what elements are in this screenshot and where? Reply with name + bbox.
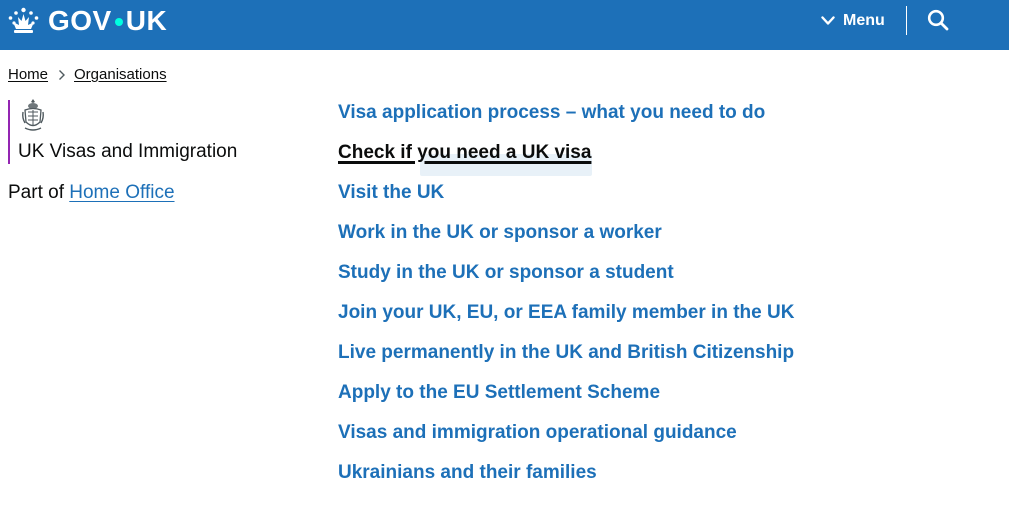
- list-item: [338, 101, 794, 141]
- link-visa-application-process[interactable]: Visa application process – what you need to do: [338, 102, 766, 123]
- header-divider: [906, 6, 907, 35]
- chevron-right-icon: [58, 69, 66, 81]
- list-item: [338, 261, 794, 301]
- breadcrumb-organisations[interactable]: Organisations: [74, 66, 167, 83]
- link-live-permanently[interactable]: Live permanently in the UK and British Citizenship: [338, 342, 795, 363]
- featured-links-list: [338, 101, 794, 501]
- menu-button[interactable]: [821, 9, 885, 33]
- link-ukrainians[interactable]: Ukrainians and their families: [338, 462, 597, 483]
- part-of-prefix: Part of: [8, 182, 64, 203]
- logo-text: [48, 5, 167, 37]
- breadcrumb: [8, 66, 167, 83]
- site-header: [0, 0, 1009, 50]
- list-item: [338, 181, 794, 221]
- link-eu-settlement-scheme[interactable]: Apply to the EU Settlement Scheme: [338, 382, 661, 403]
- list-item: [338, 461, 794, 501]
- chevron-down-icon: [821, 16, 835, 26]
- part-of-text: [8, 182, 175, 204]
- link-operational-guidance[interactable]: Visas and immigration operational guidance: [338, 422, 737, 443]
- link-work-in-the-uk[interactable]: Work in the UK or sponsor a worker: [338, 222, 662, 243]
- logo-text-uk: UK: [125, 5, 168, 36]
- list-item: [338, 341, 794, 381]
- link-check-if-you-need-a-visa[interactable]: Check if you need a UK visa: [338, 142, 592, 163]
- link-join-family-member[interactable]: Join your UK, EU, or EEA family member in the UK: [338, 302, 795, 323]
- breadcrumb-home[interactable]: Home: [8, 66, 49, 83]
- list-item: [338, 421, 794, 461]
- royal-coat-of-arms-icon: [21, 98, 45, 132]
- link-study-in-the-uk[interactable]: Study in the UK or sponsor a student: [338, 262, 674, 283]
- list-item: [338, 221, 794, 261]
- search-icon[interactable]: [927, 9, 949, 31]
- logo-dot: [115, 18, 123, 26]
- govuk-logo-link[interactable]: [7, 5, 167, 37]
- list-item: [338, 381, 794, 421]
- list-item: [338, 141, 794, 181]
- crown-icon: [7, 7, 40, 35]
- menu-label: Menu: [843, 12, 885, 29]
- organisation-brand-bar: [8, 100, 10, 164]
- list-item: [338, 301, 794, 341]
- logo-text-gov: GOV: [48, 5, 112, 36]
- link-visit-the-uk[interactable]: Visit the UK: [338, 182, 445, 203]
- organisation-name: UK Visas and Immigration: [18, 141, 238, 162]
- home-office-link[interactable]: Home Office: [69, 182, 175, 203]
